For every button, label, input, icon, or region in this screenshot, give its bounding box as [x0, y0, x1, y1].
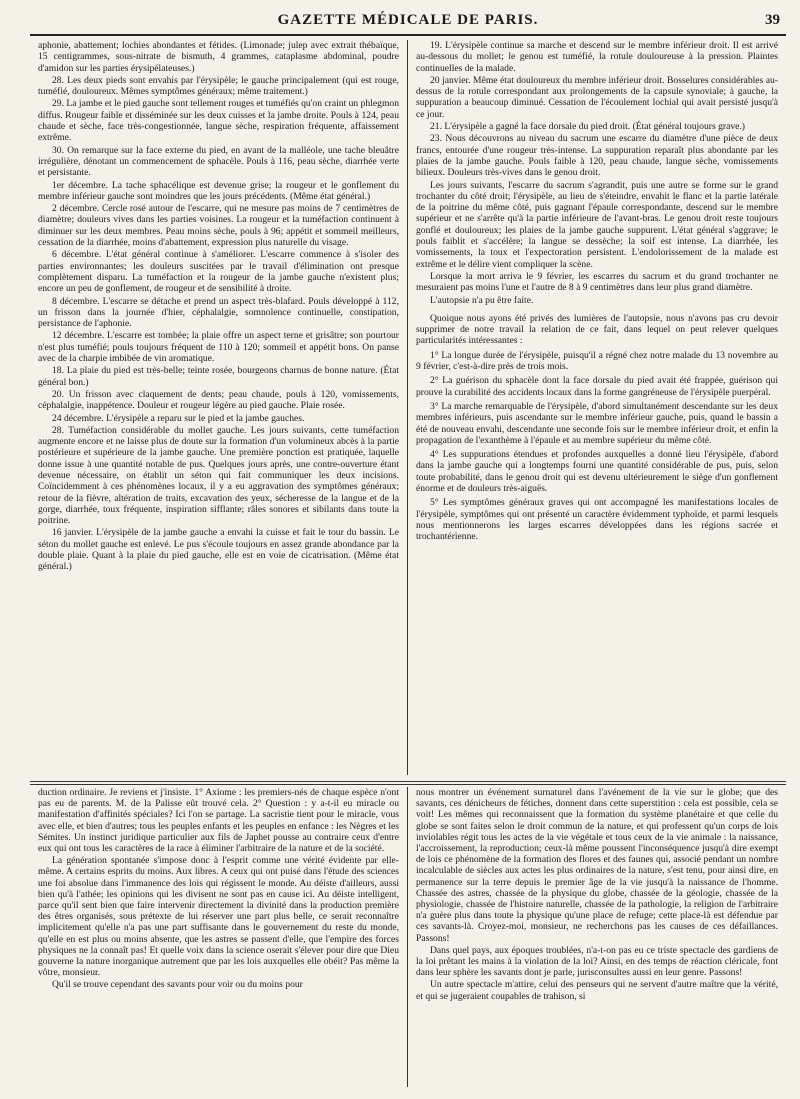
paragraph: 12 décembre. L'escarre est tombée; la plaie offre un aspect terne et grisâtre; son pourtour n'est plus tuméfié; pouls toujours fréquent de 110 à 120; sommeil et appétit bons. On panse avec de la charpie imbibée de vin aromatique.	[38, 330, 399, 365]
paragraph: Quoique nous ayons été privés des lumières de l'autopsie, nous n'avons pas cru devoir supprimer de notre travail la relation de ce fait, dans lequel on peut relever quelques particularités intéressantes :	[416, 312, 778, 347]
paragraph: nous montrer un événement surnaturel dans l'avénement de la vie sur le globe; que des savants, ces dénicheurs de fétiches, donnent dans cette superstition : cela est possible, cela se voit! Les mêmes qui reconnaissent que la formation du système planétaire et que celle du globe se sont faites selon le droit commun de la nature, et qui professent qu'un corps de lois inviolables régit tous les actes de la vie végétale et tous ceux de la vie animale : la naissance, l'accroissement, la reproduction; ceux-là même poussent l'inconséquence jusqu'à dire exempt de lois ce phénomène de la formation des flores et des faunes qui, associé pendant un nombre incalculable de siècles aux actes les plus ordinaires de la nature, s'est tenu, pour ainsi dire, en permanence sur la terre depuis le premier âge de la vie jusqu'à la naissance de l'homme. Chassée des astres, chassée de la physique du globe, chassée de la géologie, chassée de la physiologie, chassée de l'histoire naturelle, chassée de la pathologie, la religion de l'arbitraire n'a guère plus dans toute la physique qu'une place de refuge; cette place-là est défendue par ces savants-là. Croyez-moi, monsieur, ne recherchons pas les causes de ces défaillances. Passons!	[416, 787, 778, 944]
paragraph: 2° La guérison du sphacèle dont la face dorsale du pied avait été frappée, guérison qui prouve la curabilité des accidents locaux dans la forme gangréneuse de l'érysipèle puerpéral.	[416, 375, 778, 398]
paragraph: 18. La plaie du pied est très-belle; teinte rosée, bourgeons charnus de bonne nature. (État général bon.)	[38, 365, 399, 388]
paragraph: 8 décembre. L'escarre se détache et prend un aspect très-blafard. Pouls développé à 112, un frisson dans la journée d'hier, céphalalgie, somnolence continuelle, constipation, persistance de l'aphonie.	[38, 295, 399, 330]
lower-right-column	[408, 787, 786, 1087]
paragraph: 1° La longue durée de l'érysipèle, puisqu'il a régné chez notre malade du 13 novembre au 9 février, c'est-à-dire près de trois mois.	[416, 349, 778, 373]
paragraph: 20 janvier. Même état douloureux du membre inférieur droit. Bosselures considérables au-dessus de la rotule correspondant aux prolongements de la capsule synoviale; à gauche, la suppuration a beaucoup diminué. Cessation de l'écoulement lochial qui avait persisté jusqu'à ce jour.	[416, 74, 778, 120]
paragraph: 28. Tuméfaction considérable du mollet gauche. Les jours suivants, cette tuméfaction augmente encore et ne laisse plus de doute sur la formation d'un volumineux abcès à la partie postérieure et supérieure de la jambe gauche. Une première ponction est pratiquée, laquelle donne issue à une quantité notable de pus. Quelques jours après, une contre-ouverture étant devenue nécessaire, on établit un séton qui fait communiquer les deux incisions. Coïncidemment à ces phénomènes locaux, il y a eu aggravation des symptômes généraux; retour de la fièvre, altération de traits, excavation des yeux, sécheresse de la langue et de la gorge, diarrhée, toux fréquente, inspiration sifflante; râles sonores et sibilants dans toute la poitrine.	[38, 424, 399, 527]
upper-section	[30, 40, 786, 775]
paragraph: L'autopsie n'a pu être faite.	[430, 294, 534, 306]
paragraph: 24 décembre. L'érysipèle a reparu sur le pied et la jambe gauches.	[52, 412, 305, 424]
paragraph: 23. Nous découvrons au niveau du sacrum une escarre du diamètre d'une pièce de deux francs, entourée d'une rougeur très-intense. La suppuration reparaît plus abondante par les plaies de la jambe gauche. Pouls faible à 120, peau chaude, langue sèche, vomissements bilieux. Douleurs très-vives dans le genou droit.	[416, 133, 778, 179]
paragraph: Un autre spectacle m'attire, celui des penseurs qui ne servent d'autre maître que la vérité, et qui se jugeraient coupables de trahison, si	[416, 979, 778, 1002]
lower-section	[30, 787, 786, 1087]
paragraph: Les jours suivants, l'escarre du sacrum s'agrandit, puis une autre se forme sur le grand trochanter du côté droit; l'érysipèle, au lieu de s'éteindre, envahit le flanc et la partie latérale de la poitrine du même côté, puis gagnant l'épaule correspondante, descend sur le membre supérieur et ne s'arrête qu'à la partie inférieure de l'avant-bras. Le genou droit reste toujours gonflé et douloureux; les plaies de la jambe gauche suppurent. L'état général s'aggrave; le pouls faiblit et s'accélère; la langue se dessèche; la soif est intense. La diarrhée, les vomissements, la toux et l'expectoration persistent. L'endolorissement de la malade est extrême et le délire vient compliquer la scène.	[416, 179, 778, 270]
page-header	[30, 12, 786, 36]
paragraph: 16 janvier. L'érysipèle de la jambe gauche a envahi la cuisse et fait le tour du bassin. Le séton du mollet gauche est enlevé. Le pus s'écoule toujours en assez grande abondance par la double plaie. Quant à la plaie du pied gauche, elle est en voie de cicatrisation. (Même état général.)	[38, 527, 399, 573]
paragraph: Lorsque la mort arriva le 9 février, les escarres du sacrum et du grand trochanter ne mesuraient pas moins l'une et l'autre de 8 à 9 centimètres dans leur plus grand diamètre.	[416, 270, 778, 294]
paragraph: 2 décembre. Cercle rosé autour de l'escarre, qui ne mesure pas moins de 7 centimètres de diamètre; douleurs vives dans les parties voisines. La rougeur et la tuméfaction continuent à diminuer sur les deux membres. Peau moins sèche, pouls à 96; appétit et sommeil meilleurs, cessation de la diarrhée, moins d'abattement, expression plus naturelle du visage.	[38, 203, 399, 249]
paragraph: 30. On remarque sur la face externe du pied, en avant de la malléole, une tache bleuâtre irrégulière, dénotant un commencement de sphacèle. Pouls à 116, peau sèche, diarrhée verte et persistante.	[38, 144, 399, 179]
paragraph: 1er décembre. La tache sphacélique est devenue grise; la rougeur et le gonflement du membre inférieur gauche sont moindres que les jours précédents. (Même état général.)	[38, 179, 399, 202]
upper-left-column	[30, 40, 408, 775]
paragraph: 3° La marche remarquable de l'érysipèle, d'abord simultanément descendante sur les deux membres inférieurs, puis ascendante sur le membre inférieur gauche, puis, quand le bassin a été de nouveau envahi, descendante une seconde fois sur le membre inférieur droit, et enfin la propagation de l'exanthème à l'épaule et au membre supérieur du même côté.	[416, 400, 778, 446]
paragraph: 5° Les symptômes généraux graves qui ont accompagné les manifestations locales de l'érysipèle, symptômes qui ont présenté un caractère évidemment typhoïde, et parmi lesquels nous mentionnerons les larges escarres développées dans les régions sacrée et trochantérienne.	[416, 497, 778, 543]
paragraph: Dans quel pays, aux époques troublées, n'a-t-on pas eu ce triste spectacle des gardiens de la loi prêtant les mains à la violation de la loi? Ainsi, en des temps de réaction cléricale, font dans leur sphère les savants dont je parle, jurisconsultes aussi en leur genre. Passons!	[416, 944, 778, 979]
paragraph: duction ordinaire. Je reviens et j'insiste. 1° Axiome : les premiers-nés de chaque espèce n'ont pas eu de parents. M. de la Palisse eût trouvé cela. 2° Question : y a-t-il eu miracle ou manifestation d'affinités spéciales? Ici l'on se partage. La sacristie tient pour le miracle, vous avec elle, et bien d'autres; tous les peuples enfants et les peuples en enfance : les Nègres et les Sémites. Un instinct juridique particulier aux fils de Japhet pousse au contraire ceux d'entre eux qui ont tous les caractères de la race à éliminer l'arbitraire de la nature et de la société.	[38, 787, 399, 855]
upper-right-column	[408, 40, 786, 775]
lower-left-column	[30, 787, 408, 1087]
paragraph: 20. Un frisson avec claquement de dents; peau chaude, pouls à 120, vomissements, céphalalgie, inappétence. Douleur et rougeur légère au pied gauche. Plaie rosée.	[38, 388, 399, 412]
paragraph: 29. La jambe et le pied gauche sont tellement rouges et tuméfiés qu'on craint un phlegmon diffus. Rougeur faible et disséminée sur les deux cuisses et la jambe droite. Pouls à 124, peau chaude et sèche, face très-congestionnée, langue sèche, respiration fréquente, affaissement extrême.	[38, 98, 400, 144]
paragraph: 6 décembre. L'état général continue à s'améliorer. L'escarre commence à s'isoler des parties environnantes; les douleurs suscitées par le travail d'élimination ont presque complètement disparu. La tuméfaction et la rougeur de la jambe gauche n'existent plus; encore un peu de gonflement, de rougeur et de sensibilité à droite.	[38, 249, 399, 295]
paragraph: 28. Les deux pieds sont envahis par l'érysipèle; le gauche principalement (qui est rouge, tuméfié, douloureux. Mêmes symptômes généraux; même traitement.)	[38, 74, 399, 98]
paragraph: 4° Les suppurations étendues et profondes auxquelles a donné lieu l'érysipèle, d'abord dans la jambe gauche qui a longtemps fourni une quantité considérable de pus, puis, selon toute probabilité, dans le genou droit qui est devenu ultérieurement le siège d'un gonflement énorme et de douleurs très-aiguës.	[416, 449, 778, 494]
paragraph: aphonie, abattement; lochies abondantes et fétides. (Limonade; julep avec extrait thébaïque, 15 centigrammes, sous-nitrate de bismuth, 4 grammes, cataplasme abdominal, poudre d'amidon sur les parties érysipélateuses.)	[38, 40, 399, 74]
paragraph: La génération spontanée s'impose donc à l'esprit comme une vérité évidente par elle-même. A certains esprits du moins. Aux libres. A ceux qui ont puisé dans l'étude des sciences une foi absolue dans l'immanence des lois qui régissent le monde. Au déiste d'ailleurs, aussi bien qu'à l'athée; les opinions qui les divisent ne sont pas en cause ici. Au déiste intelligent, parce qu'il sent bien que faire intervenir directement la divinité dans la production première des êtres organisés, sous prétexte de lui réserver une part plus belle, ce serait reconnaître implicitement qu'elle n'a pas une part suffisante dans le gouvernement du reste du monde, qu'elle en est plus ou moins absente, que les astres se passent d'elle, que l'empire des forces physiques ne la connaît pas! Et quelle voix dans la science oserait s'élever pour dire que Dieu gouverne la nature inorganique autrement que par les lois auxquelles elle obéit? Pas même la vôtre, monsieur.	[38, 855, 399, 979]
section-divider	[30, 781, 786, 785]
journal-title: GAZETTE MÉDICALE DE PARIS.	[277, 12, 539, 28]
paragraph: 21. L'érysipèle a gagné la face dorsale du pied droit. (État général toujours grave.)	[430, 121, 745, 133]
paragraph: Qu'il se trouve cependant des savants pour voir ou du moins pour	[52, 979, 303, 991]
paragraph: 19. L'érysipèle continue sa marche et descend sur le membre inférieur droit. Il est arrivé au-dessous du mollet; le genou est tuméfié, la rotule douloureuse à la pression. Plaintes continuelles de la malade.	[416, 40, 778, 74]
page-number: 39	[765, 12, 780, 28]
